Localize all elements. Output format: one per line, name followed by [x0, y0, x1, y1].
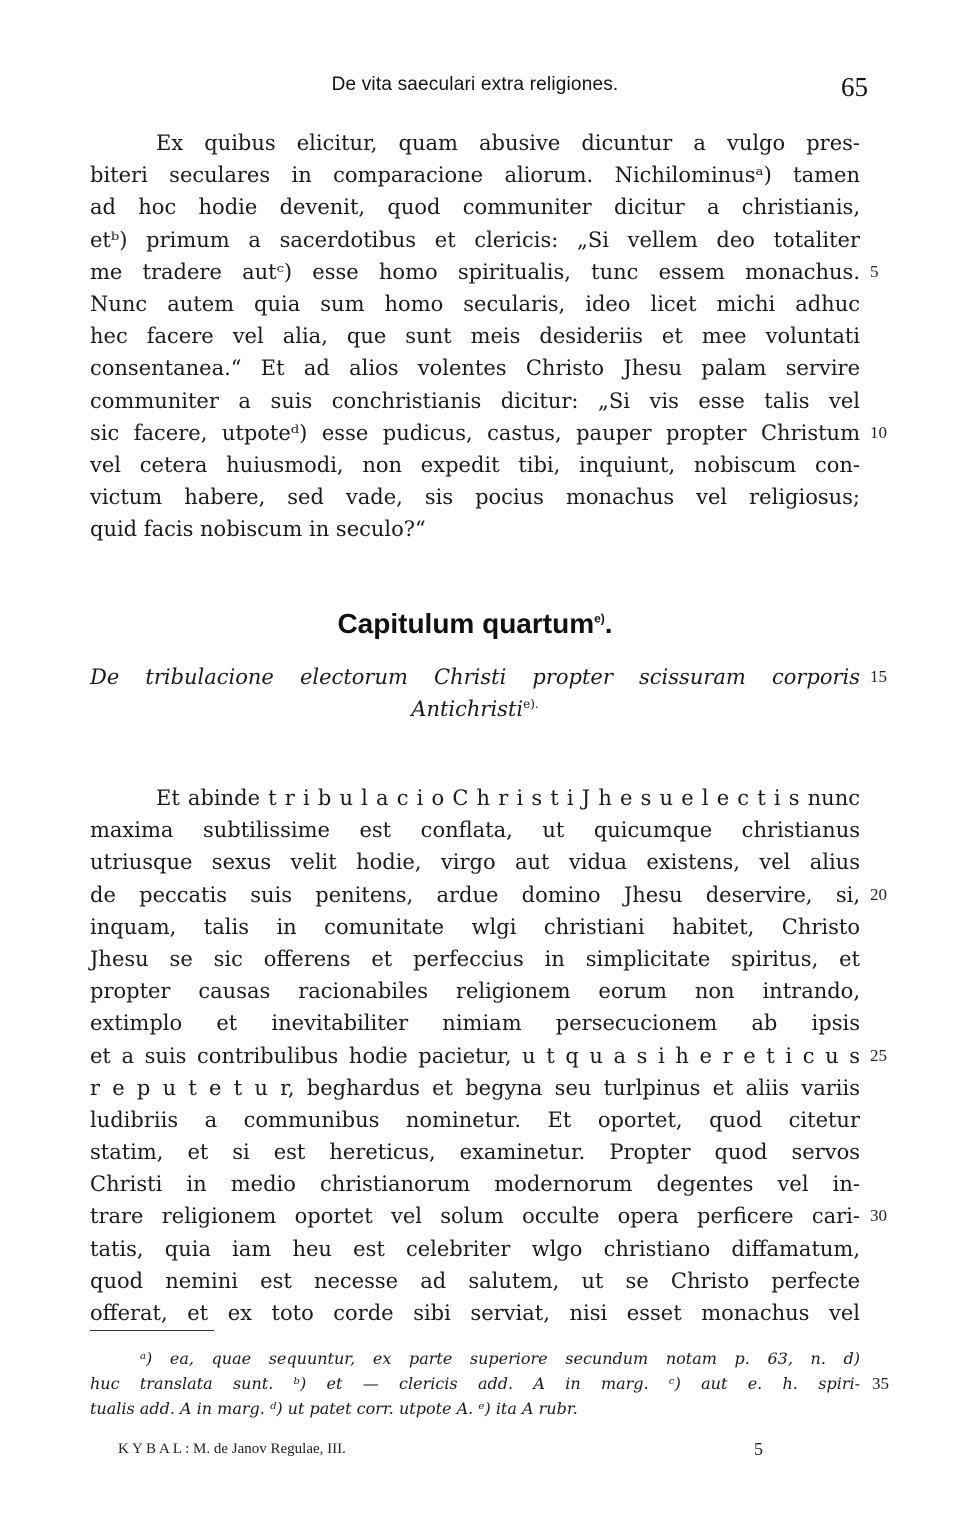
text-line: [90, 127, 860, 159]
text-line: [90, 1168, 860, 1200]
chapter-subtitle-line-1: [90, 661, 887, 693]
chapter-heading: [90, 608, 860, 640]
chapter-subtitle-text-1: De tribulacione electorum Christi propter scissuram corporis: [90, 665, 860, 689]
text-line-text: Jhesu se sic offerens et perfeccius in simplicitate spiritus, et: [90, 946, 860, 971]
text-line-text: Et abinde t r i b u l a c i o C h r i s t i J h e s u e l e c t i s nunc: [156, 786, 860, 810]
text-line-text: maxima subtilissime est conflata, ut quicumque christianus: [90, 818, 860, 843]
text-line-text: extimplo et inevitabiliter nimiam persecucionem ab ipsis: [90, 1011, 860, 1036]
text-line-text: ludibriis a communibus nominetur. Et oportet, quod citetur: [90, 1107, 860, 1132]
footnotes: [90, 1346, 889, 1421]
text-line: [90, 814, 860, 846]
chapter-subtitle: [90, 661, 887, 725]
text-line-text: quid facis nobiscum in seculo?“: [90, 517, 426, 542]
chapter-title-footnote-mark: e): [594, 611, 605, 626]
running-title: De vita saeculari extra religiones.: [331, 74, 619, 95]
text-line: [90, 352, 860, 384]
text-line-text: sic facere, utpoteᵈ) esse pudicus, castus, pauper propter Christum: [90, 420, 860, 445]
text-line-text: me tradere autᶜ) esse homo spiritualis, tunc essem monachus.: [90, 259, 860, 284]
text-line-text: vel cetera huiusmodi, non expedit tibi, inquiunt, nobiscum con-: [90, 452, 860, 477]
text-line: [90, 159, 860, 191]
text-line: [90, 1297, 860, 1329]
text-line: [90, 846, 860, 878]
text-line: [90, 782, 860, 814]
line-number: 20: [870, 884, 887, 904]
text-line: [90, 975, 860, 1007]
text-line-text: propter causas racionabiles religionem eorum non intrando,: [90, 979, 860, 1004]
line-number: 15: [870, 667, 887, 686]
text-line: [90, 513, 860, 545]
text-line: [90, 191, 860, 223]
line-number: 10: [870, 422, 887, 442]
text-line-text: Christi in medio christianorum modernorum degentes vel in-: [90, 1172, 860, 1197]
footnote-line: [90, 1396, 860, 1421]
text-line-text: r e p u t e t u r, beghardus et begyna seu turlpinus et aliis variis: [90, 1075, 860, 1100]
text-line-text: biteri seculares in comparacione aliorum. Nichilominusᵃ) tamen: [90, 163, 860, 188]
line-number: 35: [872, 1374, 889, 1393]
text-line-text: statim, et si est hereticus, examinetur. Propter quod servos: [90, 1140, 860, 1165]
line-number: 25: [870, 1045, 887, 1065]
text-line: [90, 256, 879, 288]
text-line: [90, 1200, 887, 1232]
text-line-text: offerat, et ex toto corde sibi serviat, nisi esset monachus vel: [90, 1301, 860, 1325]
text-line: [90, 449, 860, 481]
page-footer: [90, 1441, 860, 1465]
text-line-text: Ex quibus elicitur, quam abusive dicuntur a vulgo pres-: [156, 131, 860, 155]
text-line: [90, 1104, 860, 1136]
signature-number: 5: [754, 1439, 763, 1459]
text-line-text: communiter a suis conchristianis dicitur: „Si vis esse talis vel: [90, 388, 860, 413]
chapter-subtitle-text-2: Antichristi: [411, 697, 524, 721]
text-line-text: Nunc autem quia sum homo secularis, ideo licet michi adhuc: [90, 291, 860, 316]
text-line-text: etᵇ) primum a sacerdotibus et clericis: „Si vellem deo totaliter: [90, 227, 860, 252]
chapter-title: Capitulum quartum: [337, 608, 595, 639]
text-line: [90, 417, 887, 449]
page-number: 65: [841, 72, 868, 102]
footnote-line-text: huc translata sunt. ᵇ) et — clericis add. A in marg. ᶜ) aut e. h. spiri-: [90, 1374, 860, 1393]
text-line: [90, 1072, 860, 1104]
line-number: 5: [870, 261, 879, 281]
text-line-text: trare religionem oportet vel solum occulte opera perficere cari-: [90, 1204, 860, 1229]
text-line: [90, 320, 860, 352]
footnote-line: [90, 1371, 889, 1396]
text-line: [90, 385, 860, 417]
chapter-subtitle-footnote-mark: e).: [523, 697, 539, 711]
printer-signature: K Y B A L : M. de Janov Regulae, III.: [118, 1441, 346, 1457]
text-line-text: tatis, quia iam heu est celebriter wlgo christiano diffamatum,: [90, 1236, 860, 1261]
text-line: [90, 224, 860, 256]
text-line-text: de peccatis suis penitens, ardue domino Jhesu deservire, si,: [90, 882, 860, 907]
footnote-line-text: ᵃ) ea, quae sequuntur, ex parte superiore secundum notam p. 63, n. d): [140, 1349, 860, 1368]
text-line: [90, 943, 860, 975]
chapter-title-period: .: [604, 608, 613, 639]
text-line: [90, 911, 860, 943]
footnote-separator-rule: [90, 1330, 214, 1331]
footnote-line: [90, 1346, 860, 1371]
text-line: [90, 879, 887, 911]
text-line: [90, 1136, 860, 1168]
text-line: [90, 1265, 860, 1297]
text-line: [90, 1040, 887, 1072]
chapter-subtitle-line-2: [90, 693, 860, 725]
text-line-text: hec facere vel alia, que sunt meis desideriis et mee voluntati: [90, 324, 860, 349]
text-line-text: utriusque sexus velit hodie, virgo aut vidua existens, vel alius: [90, 850, 860, 875]
paragraph-1: [90, 127, 887, 545]
paragraph-2: [90, 782, 887, 1329]
line-number: 30: [870, 1206, 887, 1226]
text-line: [90, 1233, 860, 1265]
text-line-text: consentanea.“ Et ad alios volentes Christo Jhesu palam servire: [90, 356, 860, 381]
text-line: [90, 481, 860, 513]
text-line: [90, 1007, 860, 1039]
running-head: [90, 72, 868, 106]
text-line-text: et a suis contribulibus hodie pacietur, u t q u a s i h e r e t i c u s: [90, 1043, 860, 1068]
text-line-text: ad hoc hodie devenit, quod communiter dicitur a christianis,: [90, 195, 860, 220]
footnote-line-text: tualis add. A in marg. ᵈ) ut patet corr. utpote A. ᵉ) ita A rubr.: [90, 1399, 578, 1418]
text-line: [90, 288, 860, 320]
text-line-text: inquam, talis in comunitate wlgi christiani habitet, Christo: [90, 914, 860, 939]
text-line-text: quod nemini est necesse ad salutem, ut se Christo perfecte: [90, 1268, 860, 1293]
text-line-text: victum habere, sed vade, sis pocius monachus vel religiosus;: [90, 485, 860, 510]
